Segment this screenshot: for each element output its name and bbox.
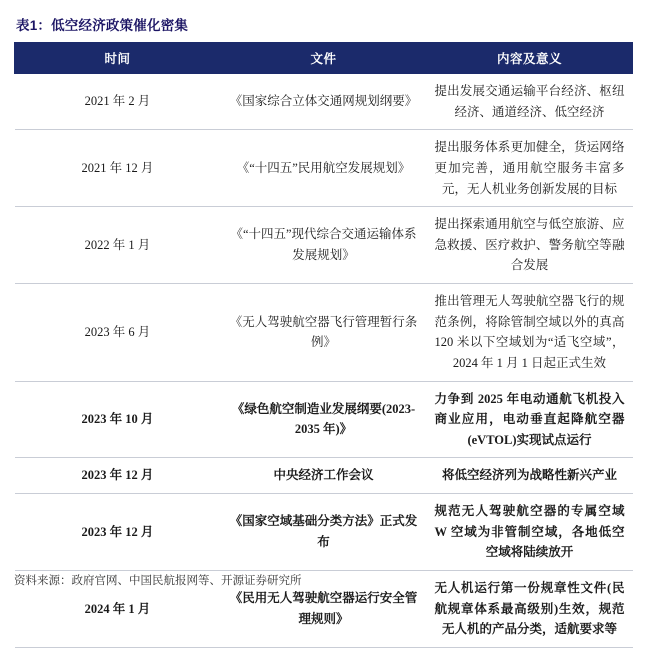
table-row bbox=[15, 207, 633, 284]
table-row bbox=[15, 284, 633, 382]
cell-time: 2023 年 12 月 bbox=[15, 458, 221, 494]
table-caption: 表1：低空经济政策催化密集 bbox=[16, 18, 189, 33]
cell-time: 2022 年 1 月 bbox=[15, 207, 221, 284]
cell-file: 《国家空域基础分类方法》正式发布 bbox=[221, 494, 427, 571]
cell-description: 推出管理无人驾驶航空器飞行的规范条例，将除管制空域以外的真高 120 米以下空域划为“适飞空域”，2024 年 1 月 1 日起正式生效 bbox=[427, 284, 633, 382]
source-note: 资料来源：政府官网、中国民航报网等、开源证券研究所 bbox=[14, 575, 302, 587]
table-row bbox=[15, 458, 633, 494]
table-row bbox=[15, 494, 633, 571]
cell-description: 提出探索通用航空与低空旅游、应急救援、医疗救护、警务航空等融合发展 bbox=[427, 207, 633, 284]
policy-table bbox=[14, 42, 633, 648]
cell-file: 中央经济工作会议 bbox=[221, 458, 427, 494]
cell-file: 《绿色航空制造业发展纲要(2023-2035 年)》 bbox=[221, 381, 427, 458]
cell-file: 《“十四五”现代综合交通运输体系发展规划》 bbox=[221, 207, 427, 284]
cell-time: 2021 年 12 月 bbox=[15, 130, 221, 207]
cell-description: 提出服务体系更加健全，货运网络更加完善，通用航空服务丰富多元，无人机业务创新发展的目标 bbox=[427, 130, 633, 207]
table-header-row bbox=[15, 43, 633, 74]
cell-time: 2021 年 2 月 bbox=[15, 74, 221, 130]
cell-file: 《民用无人驾驶航空器运行安全管理规则》 bbox=[221, 570, 427, 647]
column-header-desc: 内容及意义 bbox=[427, 43, 633, 74]
table-row bbox=[15, 74, 633, 130]
cell-description: 无人机运行第一份规章性文件(民航规章体系最高级别)生效，规范无人机的产品分类，适航要求等 bbox=[427, 570, 633, 647]
cell-description: 力争到 2025 年电动通航飞机投入商业应用，电动垂直起降航空器(eVTOL)实现试点运行 bbox=[427, 381, 633, 458]
table-header bbox=[15, 43, 633, 74]
table-row bbox=[15, 381, 633, 458]
column-header-file: 文件 bbox=[221, 43, 427, 74]
cell-time: 2023 年 12 月 bbox=[15, 494, 221, 571]
cell-file: 《“十四五”民用航空发展规划》 bbox=[221, 130, 427, 207]
cell-time: 2024 年 1 月 bbox=[15, 570, 221, 647]
cell-description: 提出发展交通运输平台经济、枢纽经济、通道经济、低空经济 bbox=[427, 74, 633, 130]
cell-time: 2023 年 6 月 bbox=[15, 284, 221, 382]
cell-description: 规范无人驾驶航空器的专属空域 W 空域为非管制空域，各地低空空域将陆续放开 bbox=[427, 494, 633, 571]
column-header-time: 时间 bbox=[15, 43, 221, 74]
table-body bbox=[15, 74, 633, 648]
cell-file: 《国家综合立体交通网规划纲要》 bbox=[221, 74, 427, 130]
table-row bbox=[15, 130, 633, 207]
cell-time: 2023 年 10 月 bbox=[15, 381, 221, 458]
cell-file: 《无人驾驶航空器飞行管理暂行条例》 bbox=[221, 284, 427, 382]
cell-description: 将低空经济列为战略性新兴产业 bbox=[427, 458, 633, 494]
